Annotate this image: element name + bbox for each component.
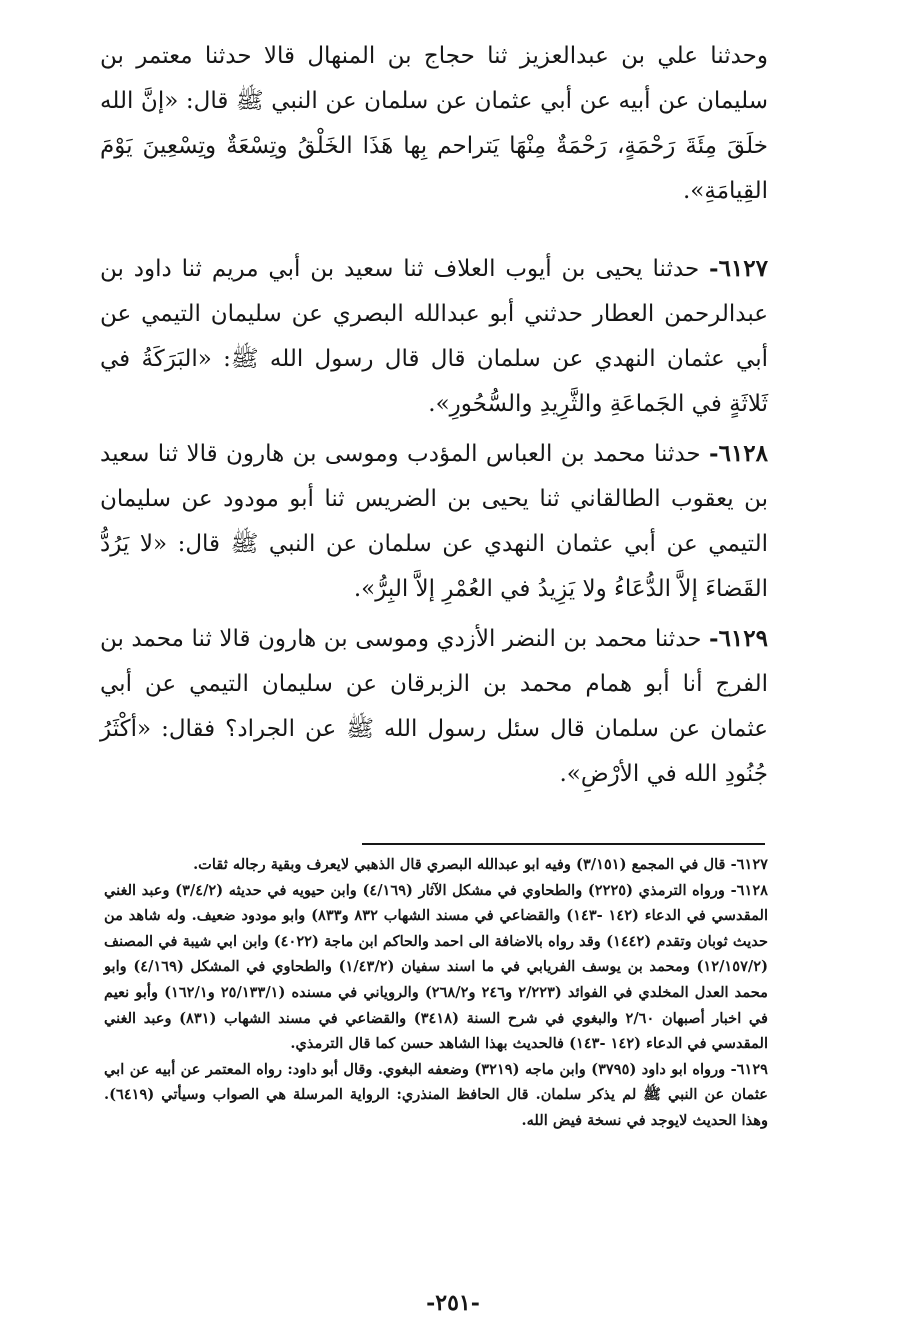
hadith-6128 bbox=[100, 431, 768, 612]
hadith-number: ٦١٢٨- bbox=[709, 440, 769, 467]
hadith-6129 bbox=[100, 616, 768, 797]
page-number: -٢٥١- bbox=[426, 1290, 480, 1316]
hadith-number: ٦١٢٧- bbox=[709, 255, 768, 282]
hadith-number: ٦١٢٩- bbox=[709, 625, 768, 652]
footnote-6129: ٦١٢٩- ورواه ابو داود (٣٧٩٥) وابن ماجه (٣٢١٩) وضعفه البغوي. وقال أبو داود: رواه المعتمر عن أبيه عن ابي عثمان عن النبي ﷺ لم يذكر سلمان. قال الحافظ المنذري: الرواية المرسلة هي الصواب وسيأتي (٦٤١٩). وهذا الحديث لايوجد في نسخة فيض الله. bbox=[104, 1060, 769, 1129]
footnotes bbox=[104, 852, 768, 1134]
footnote-6128: ٦١٢٨- ورواه الترمذي (٢٢٢٥) والطحاوي في مشكل الآثار (٤/١٦٩) وابن حيويه في حديثه (٣/٤/٢) وعبد الغني المقدسي في الدعاء (١٤٢ -١٤٣) والقضاعي في مسند الشهاب ٨٣٢ و٨٣٣) وابو مودود ضعيف. وله شاهد من حديث ثوبان وتقدم (١٤٤٢) وقد رواه بالاضافة الى احمد والحاكم ابن ماجة (٤٠٢٢) وابن ابي شيبة في المصنف (١٢/١٥٧/٢) ومحمد بن يوسف الفريابي في ما اسند سفيان (١/٤٣/٢) والطحاوي في المشكل (٤/١٦٩) وابو محمد العدل المخلدي في الفوائد (٢/٢٢٣ و٢٤٦ و٢٦٨/٢) والروياني في مسنده (٢٥/١٣٣/١ و١٦٢/١) وأبو نعيم في اخبار أصبهان ٢/٦٠ والبغوي في شرح السنة (٣٤١٨) والقضاعي في مسند الشهاب (٨٣١) وعبد الغني المقدسي في الدعاء (١٤٢ -١٤٣) فالحديث بهذا الشاهد حسن كما قال الترمذي. bbox=[104, 881, 769, 1053]
footnote-6127: ٦١٢٧- قال في المجمع (٣/١٥١) وفيه ابو عبدالله البصري قال الذهبي لايعرف وبقية رجاله ثقات. bbox=[193, 856, 768, 873]
opening-paragraph: وحدثنا علي بن عبدالعزيز ثنا حجاج بن المنهال قالا حدثنا معتمر بن سليمان عن أبيه عن أبي عثمان عن سلمان عن النبي ﷺ قال: «إنَّ الله خلَقَ مِئَةَ رَحْمَةٍ، رَحْمَةٌ مِنْهَا يَتراحم بِها هَذَا الخَلْقُ وتِسْعَةٌ وتِسْعِينَ يَوْمَ القِيامَةِ». bbox=[100, 43, 768, 204]
footnote-separator bbox=[362, 843, 765, 845]
hadith-text: حدثنا محمد بن النضر الأزدي وموسى بن هارون قالا ثنا محمد بن الفرج أنا أبو همام محمد بن الزبرقان عن سليمان التيمي عن أبي عثمان عن سلمان قال سئل رسول الله ﷺ عن الجراد؟ فقال: «أكْثَرُ جُنُودِ الله في الأرْضِ». bbox=[100, 626, 768, 787]
hadith-text: حدثنا يحيى بن أيوب العلاف ثنا سعيد بن أبي مريم ثنا داود بن عبدالرحمن العطار حدثني أبو عبدالله البصري عن سليمان التيمي عن أبي عثمان النهدي عن سلمان قال قال رسول الله ﷺ: «البَرَكَةُ في ثَلاثَةٍ في الجَماعَةِ والثَّرِيدِ والسُّحُورِ». bbox=[100, 256, 768, 417]
hadith-6127 bbox=[100, 246, 768, 427]
main-text bbox=[100, 34, 768, 797]
hadith-text: حدثنا محمد بن العباس المؤدب وموسى بن هارون قالا ثنا سعيد بن يعقوب الطالقاني ثنا يحيى بن الضريس ثنا أبو مودود عن سليمان التيمي عن أبي عثمان النهدي عن سلمان عن النبي ﷺ قال: «لا يَرُدُّ القَضاءَ إلاَّ الدُّعَاءُ ولا يَزِيدُ في العُمْرِ إلاَّ البِرُّ». bbox=[100, 441, 768, 602]
